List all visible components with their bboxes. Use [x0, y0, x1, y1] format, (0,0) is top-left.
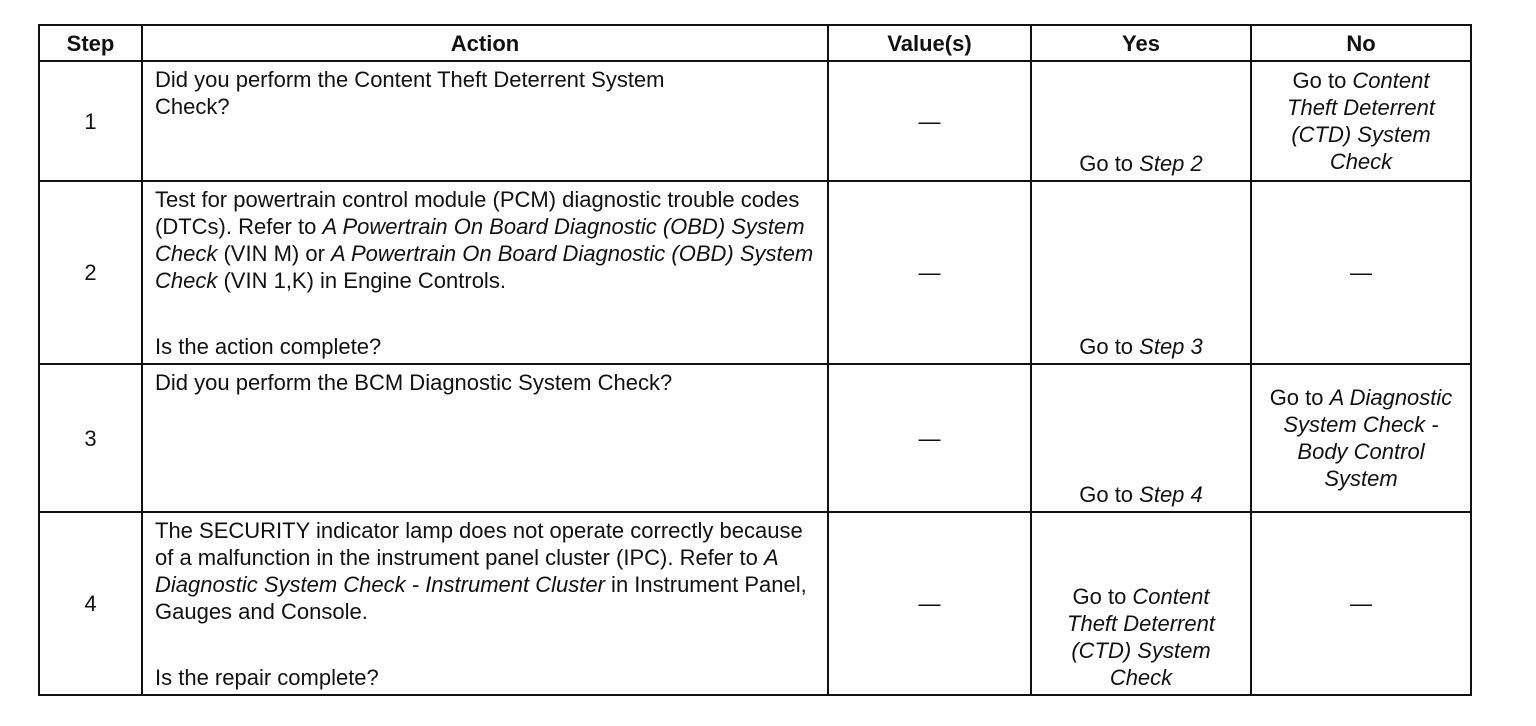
header-step: Step [39, 25, 142, 61]
table-row [39, 181, 1471, 364]
yes-prefix: Go to [1079, 151, 1140, 176]
no-procedure-ref: Content Theft Deterrent (CTD) System Check [1287, 68, 1435, 174]
action-text [142, 61, 828, 181]
action-text [142, 512, 828, 695]
procedure-ref: A Powertrain On Board Diagnostic (OBD) System Check [155, 214, 805, 266]
no-cell [1251, 364, 1471, 512]
no-cell: — [1251, 512, 1471, 695]
table-row [39, 364, 1471, 512]
no-prefix: Go to [1292, 68, 1353, 93]
value-cell: — [828, 181, 1031, 364]
yes-prefix: Go to [1072, 584, 1133, 609]
action-text [142, 181, 828, 364]
yes-cell [1031, 364, 1251, 512]
procedure-ref: A Diagnostic System Check - Instrument Cluster [155, 545, 778, 597]
header-action: Action [142, 25, 828, 61]
yes-prefix: Go to [1079, 334, 1140, 359]
header-row [39, 25, 1471, 61]
action-description: The SECURITY indicator lamp does not operate correctly because of a malfunction in the instrument panel cluster (IPC). Refer to A Diagnostic System Check - Instrument Cluster in Instrument Panel, Gauges and Console. [155, 518, 807, 624]
diagnostic-table [38, 24, 1472, 696]
procedure-ref: A Powertrain On Board Diagnostic (OBD) System Check [155, 241, 814, 293]
table-row [39, 512, 1471, 695]
yes-prefix: Go to [1079, 482, 1140, 507]
step-number: 2 [39, 181, 142, 364]
yes-step-ref: Step 2 [1139, 151, 1203, 176]
step-number: 1 [39, 61, 142, 181]
action-question: Did you perform the Content Theft Deterrent System Check? [155, 67, 665, 119]
no-prefix: Go to [1269, 385, 1330, 410]
yes-cell [1031, 61, 1251, 181]
yes-step-ref: Step 3 [1139, 334, 1203, 359]
value-cell: — [828, 512, 1031, 695]
value-cell: — [828, 364, 1031, 512]
no-procedure-ref: A Diagnostic System Check - Body Control System [1283, 385, 1453, 491]
action-question: Did you perform the BCM Diagnostic System Check? [155, 370, 673, 395]
action-description: Test for powertrain control module (PCM) diagnostic trouble codes (DTCs). Refer to A Powertrain On Board Diagnostic (OBD) System Check (VIN M) or A Powertrain On Board Diagnostic (OBD) System Check (VIN 1,K) in Engine Controls. [155, 187, 814, 293]
yes-procedure-ref: Content Theft Deterrent (CTD) System Check [1067, 584, 1215, 690]
header-yes: Yes [1031, 25, 1251, 61]
table-row [39, 61, 1471, 181]
value-cell: — [828, 61, 1031, 181]
header-values: Value(s) [828, 25, 1031, 61]
yes-cell [1031, 181, 1251, 364]
action-question: Is the repair complete? [155, 665, 379, 690]
header-no: No [1251, 25, 1471, 61]
action-question: Is the action complete? [155, 334, 382, 359]
yes-cell [1031, 512, 1251, 695]
step-number: 4 [39, 512, 142, 695]
yes-step-ref: Step 4 [1139, 482, 1203, 507]
action-text [142, 364, 828, 512]
step-number: 3 [39, 364, 142, 512]
no-cell [1251, 61, 1471, 181]
no-cell: — [1251, 181, 1471, 364]
